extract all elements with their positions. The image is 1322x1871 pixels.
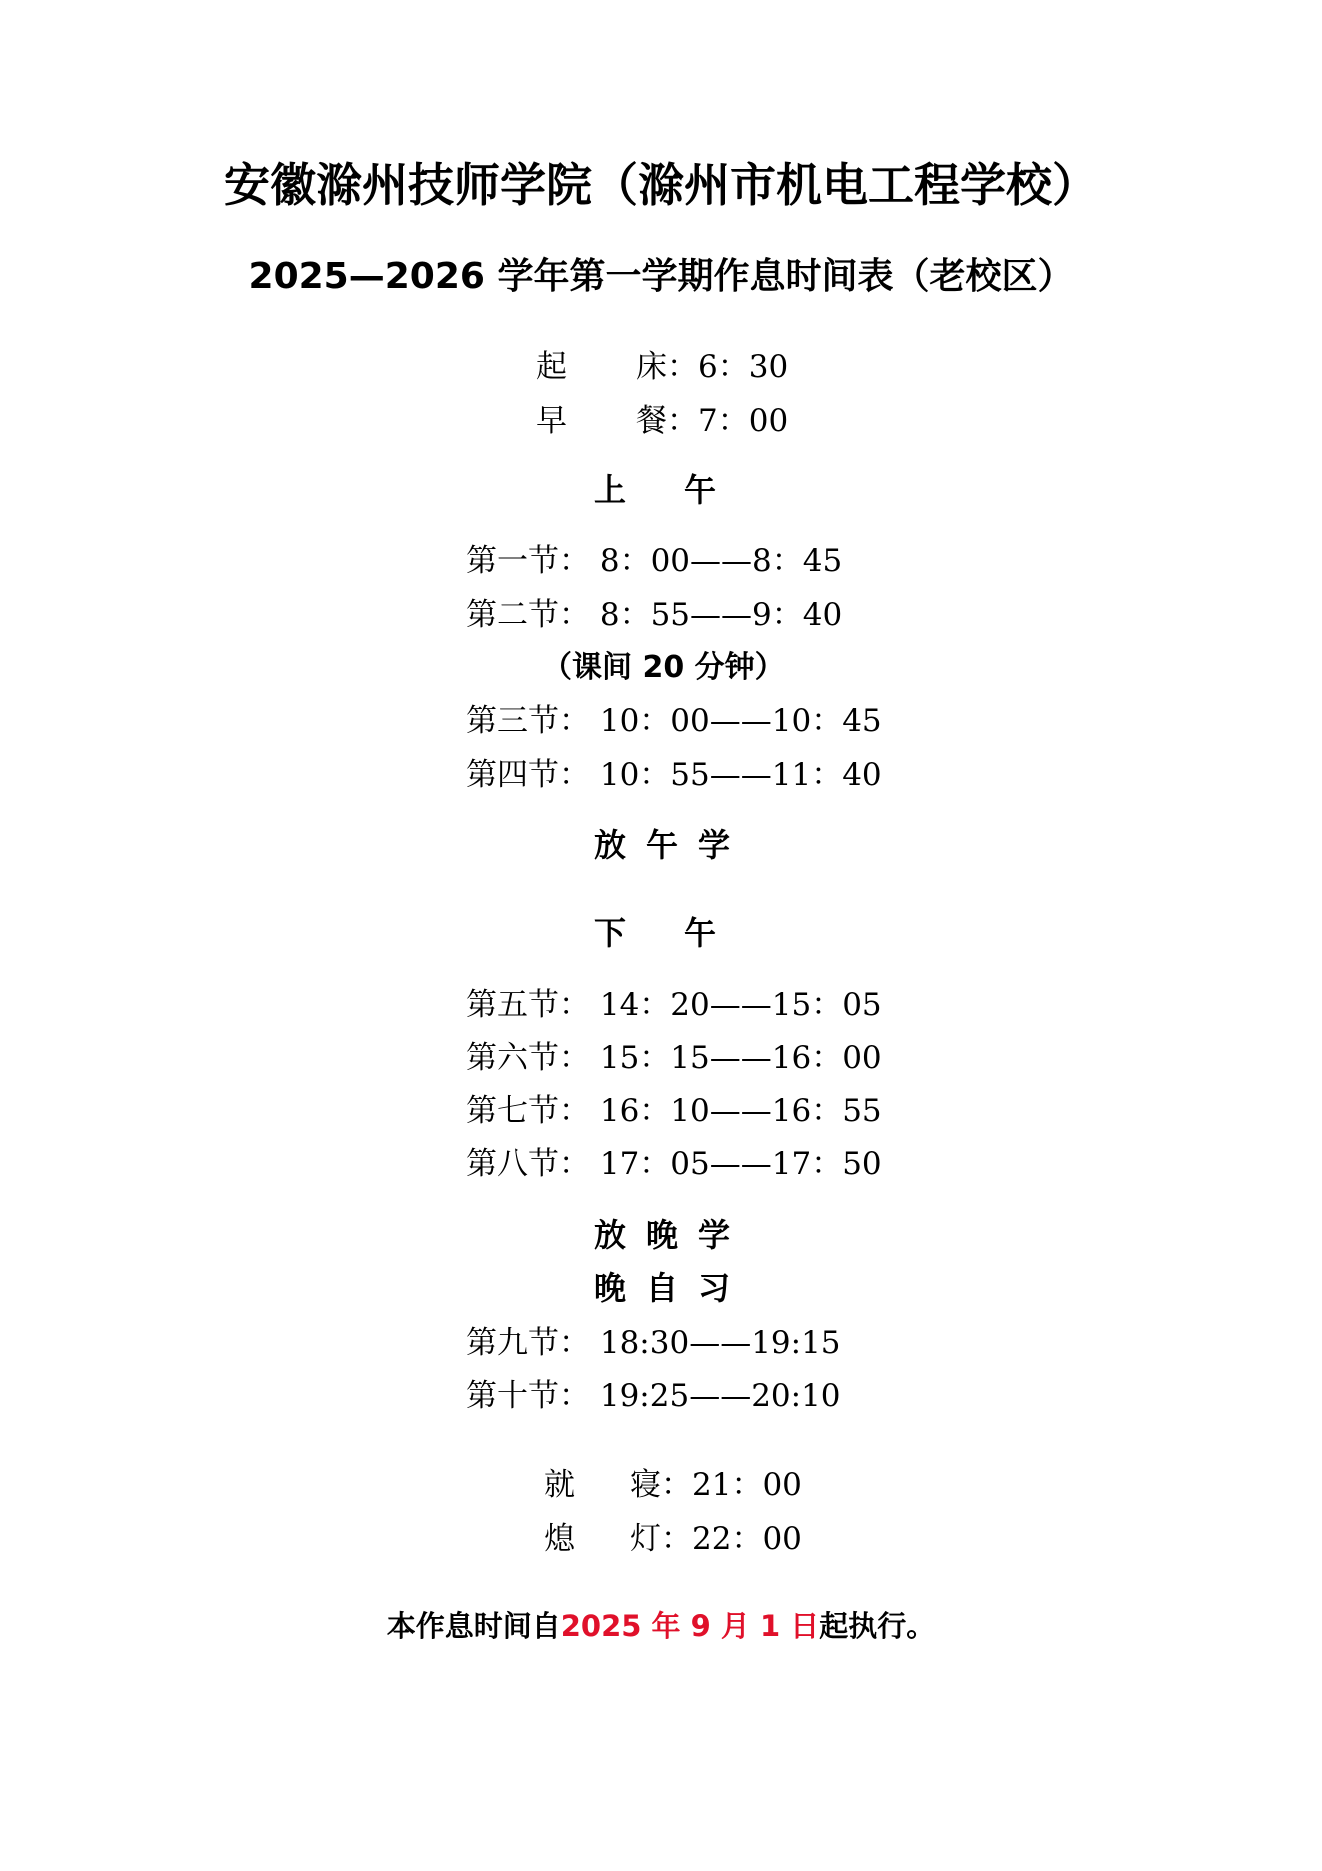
wake-up-label-b: 床： — [636, 349, 698, 385]
lights-out-row — [544, 1518, 802, 1560]
period-time: 19:25——20:10 — [599, 1378, 841, 1414]
period-time: 17：05——17：50 — [599, 1146, 882, 1182]
period-label: 第八节： — [466, 1146, 590, 1182]
school-title: 安徽滁州技师学院（滁州市机电工程学校） — [224, 158, 1098, 212]
wake-up-row — [536, 346, 788, 388]
bedtime-row — [544, 1464, 802, 1506]
period-label: 第二节： — [466, 597, 590, 633]
section-noon-b: 午 — [646, 826, 681, 864]
section-evening-b: 晚 — [646, 1216, 681, 1254]
section-evening-study — [594, 1266, 732, 1310]
breakfast-row — [536, 400, 788, 442]
period-time: 8：00——8：45 — [599, 543, 843, 579]
breakfast-time: 7：00 — [698, 403, 789, 439]
wake-up-label-a: 起 — [536, 349, 567, 385]
schedule-subtitle: 2025—2026 学年第一学期作息时间表（老校区） — [248, 256, 1074, 297]
period-label: 第十节： — [466, 1378, 590, 1414]
period-row — [466, 594, 842, 636]
period-time: 8：55——9：40 — [599, 597, 843, 633]
section-noon-c: 学 — [698, 826, 733, 864]
bedtime-label-b: 寝： — [630, 1467, 692, 1503]
period-label: 第一节： — [466, 543, 590, 579]
section-afternoon-a: 下 — [594, 914, 629, 952]
period-row — [466, 1375, 841, 1417]
section-morning-b: 午 — [684, 471, 719, 509]
lights-out-label-b: 灯： — [630, 1521, 692, 1557]
effective-note-prefix: 本作息时间自 — [386, 1609, 561, 1643]
period-label: 第七节： — [466, 1093, 590, 1129]
period-time: 15：15——16：00 — [599, 1040, 882, 1076]
section-noon-a: 放 — [594, 826, 629, 864]
lights-out-label-a: 熄 — [544, 1521, 575, 1557]
section-morning — [594, 468, 718, 512]
section-evening-a: 放 — [594, 1216, 629, 1254]
period-label: 第三节： — [466, 703, 590, 739]
section-evening-c: 学 — [698, 1216, 733, 1254]
section-evening-dismissal — [594, 1213, 732, 1257]
period-row — [466, 1090, 882, 1132]
section-afternoon-b: 午 — [684, 914, 719, 952]
period-row — [466, 754, 882, 796]
bedtime-label-a: 就 — [544, 1467, 575, 1503]
section-study-c: 习 — [698, 1269, 733, 1307]
section-afternoon — [594, 911, 718, 955]
period-row — [466, 1143, 882, 1185]
period-row — [466, 700, 882, 742]
section-noon-dismissal — [594, 823, 732, 867]
breakfast-label-b: 餐： — [636, 403, 698, 439]
period-row — [466, 540, 842, 582]
effective-note-suffix: 起执行。 — [819, 1609, 936, 1643]
period-time: 14：20——15：05 — [599, 987, 882, 1023]
period-time: 10：55——11：40 — [599, 757, 882, 793]
period-row — [466, 1322, 841, 1364]
section-study-b: 自 — [646, 1269, 681, 1307]
effective-date: 2025 年 9 月 1 日 — [560, 1609, 820, 1643]
break-note: （课间 20 分钟） — [542, 650, 785, 685]
section-study-a: 晚 — [594, 1269, 629, 1307]
period-row — [466, 984, 882, 1026]
period-label: 第六节： — [466, 1040, 590, 1076]
period-label: 第九节： — [466, 1325, 590, 1361]
period-label: 第四节： — [466, 757, 590, 793]
effective-date-note — [0, 1605, 1322, 1647]
bedtime-time: 21：00 — [692, 1467, 802, 1503]
breakfast-label-a: 早 — [536, 403, 567, 439]
wake-up-time: 6：30 — [698, 349, 789, 385]
period-row — [466, 1037, 882, 1079]
period-time: 18:30——19:15 — [599, 1325, 841, 1361]
section-morning-a: 上 — [594, 471, 629, 509]
lights-out-time: 22：00 — [692, 1521, 802, 1557]
period-time: 16：10——16：55 — [599, 1093, 882, 1129]
period-time: 10：00——10：45 — [599, 703, 882, 739]
period-label: 第五节： — [466, 987, 590, 1023]
